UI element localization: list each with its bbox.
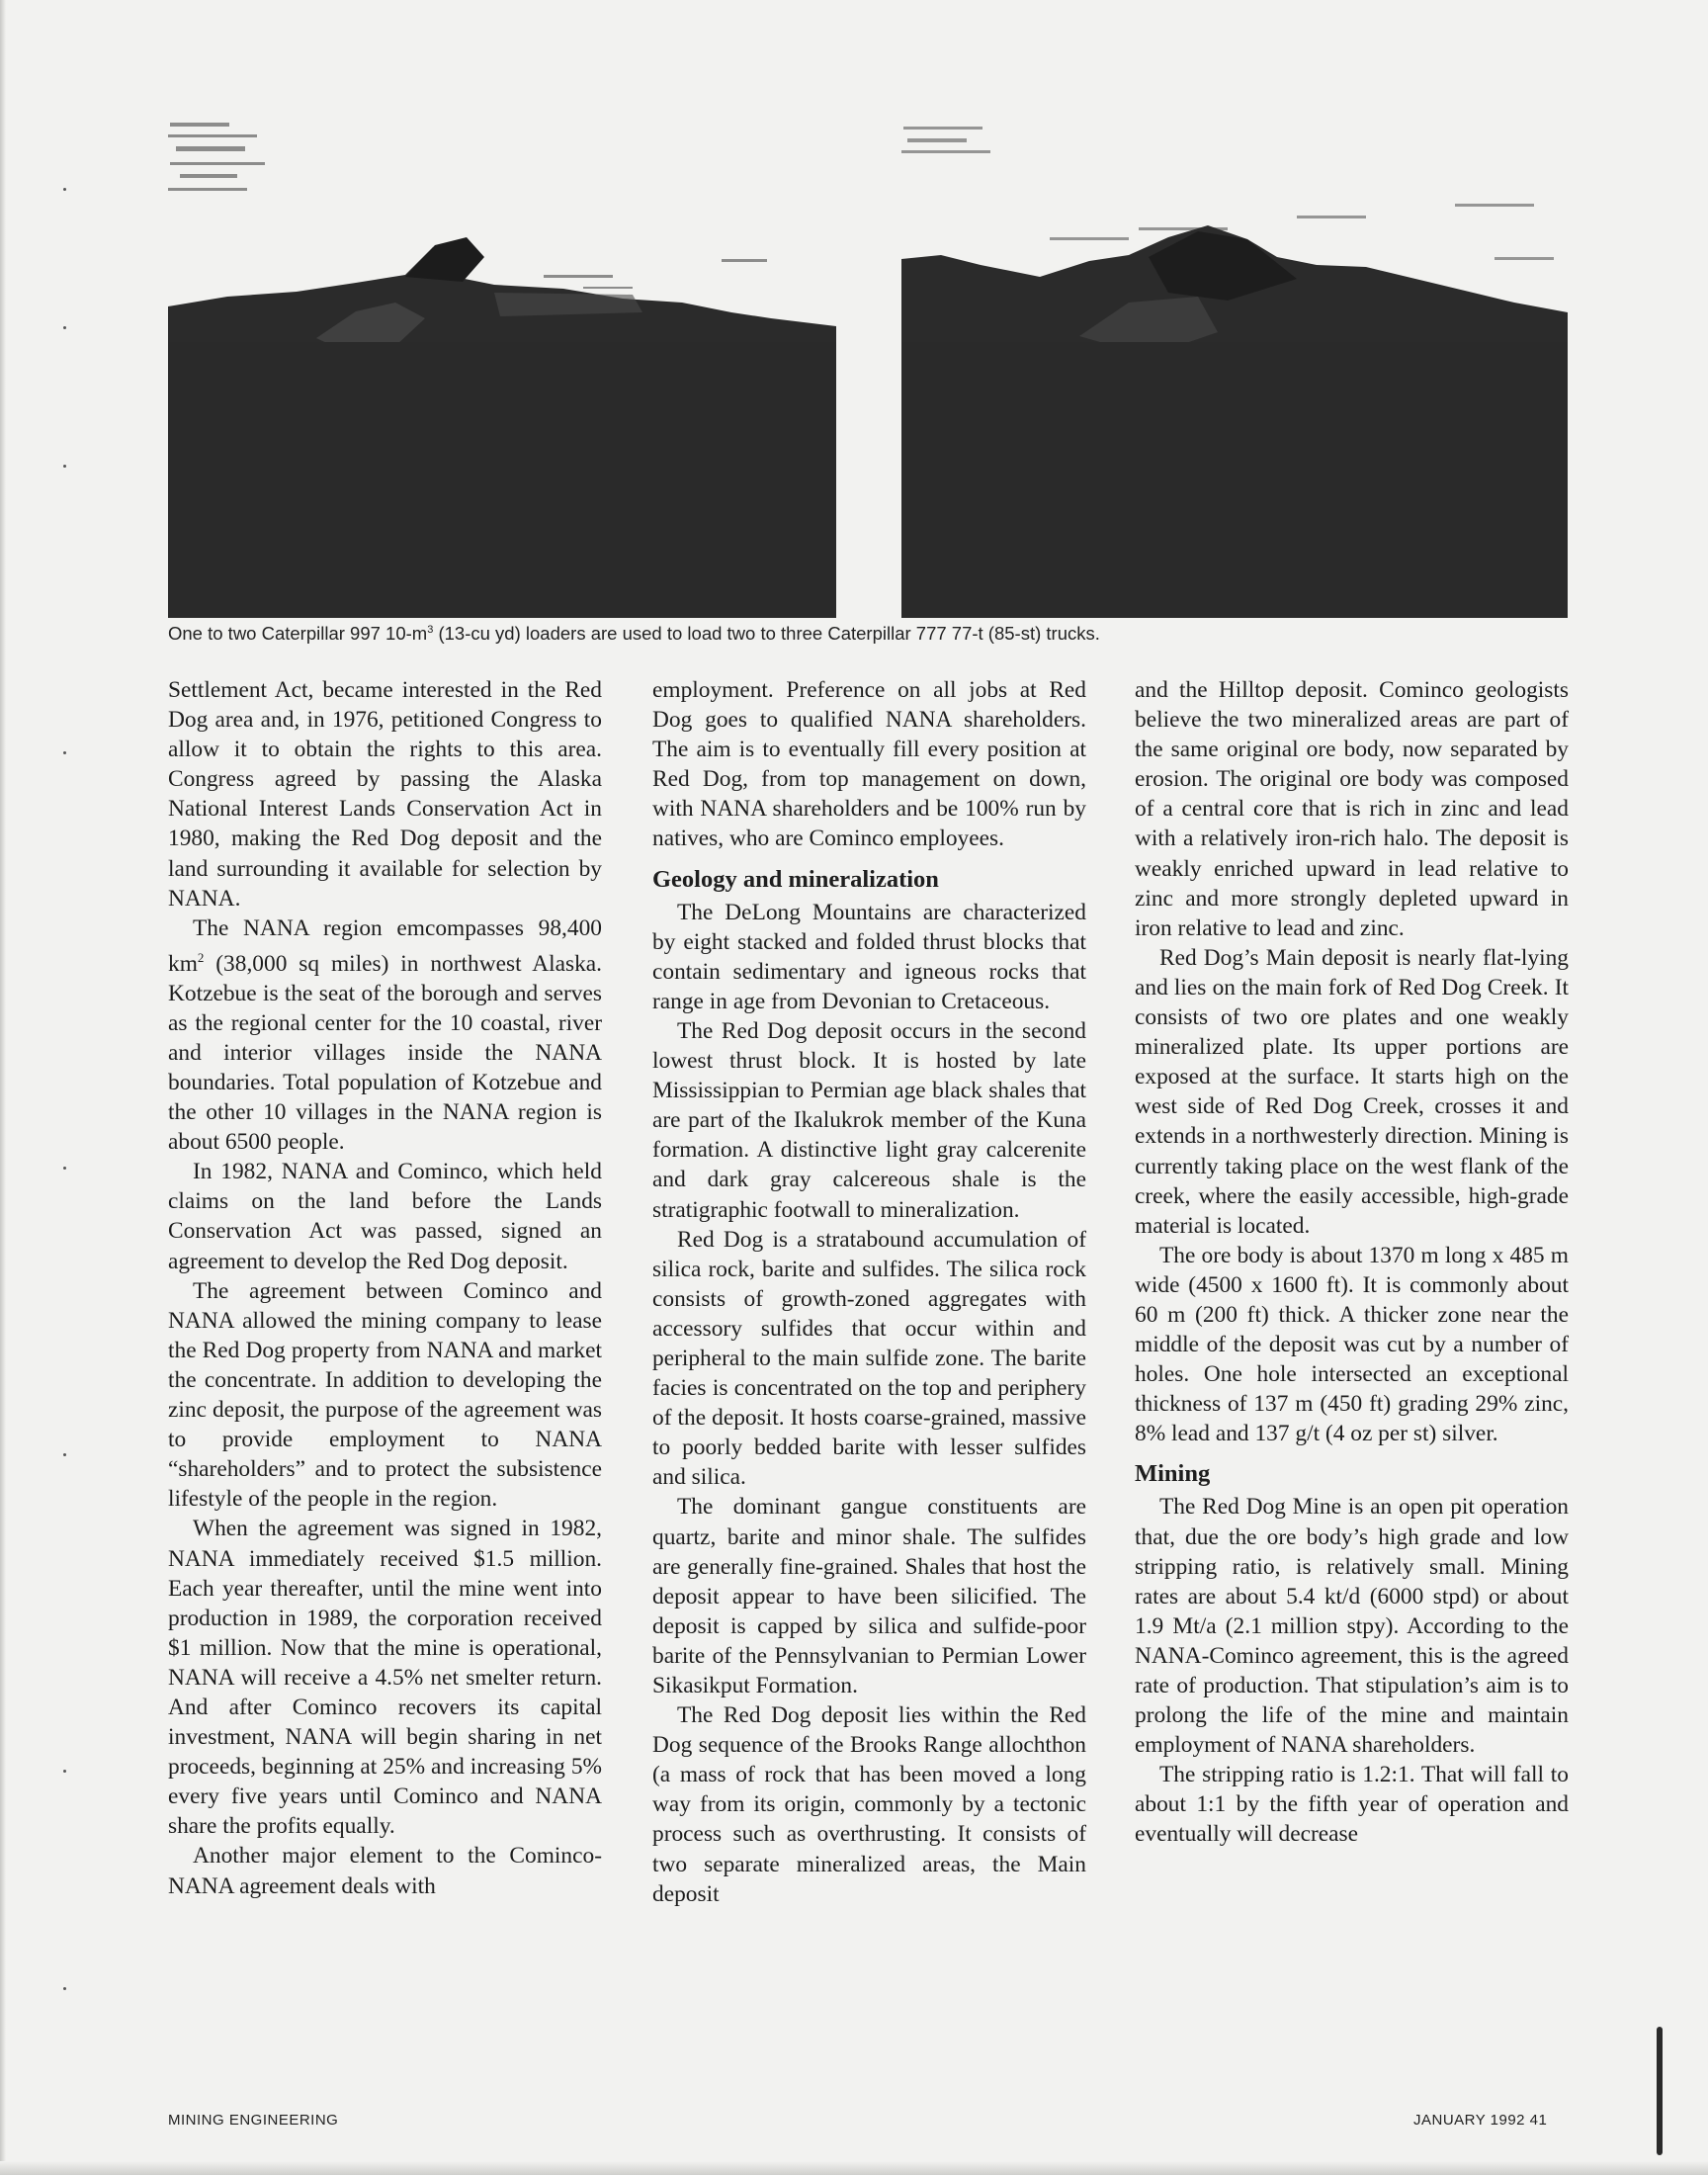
paragraph: Red Dog is a stratabound accumulation of silica rock, barite and sulfides. The silica rock consists of growth-zoned aggregates with accessory sulfides that occur within and peripheral to the main sulfide zone. The barite facies is concentrated on the top and periphery of the deposit. It hosts coarse-grained, massive to poorly bedded barite with lesser sulfides and silica. [652, 1226, 1086, 1491]
photo-truck [901, 109, 1568, 618]
paragraph: The ore body is about 1370 m long x 485 m wide (4500 x 1600 ft). It is commonly about 60 m (200 ft) thick. A thicker zone near the middle of the deposit was cut by a number of holes. One hole intersected an exceptional thickness of 137 m (450 ft) grading 29% zinc, 8% lead and 137 g/t (4 oz per st) silver. [1135, 1242, 1569, 1447]
caption-text: One to two Caterpillar 997 10-m [168, 623, 428, 644]
paragraph-text: The NANA region emcompasses 98,400 km [168, 914, 602, 977]
paragraph: The Red Dog Mine is an open pit operation that, due the ore body’s high grade and low stripping ratio, is relatively small. Mining rates are about 5.4 kt/d (6000 stpd) or about 1.9 Mt/a (2.1 million stpy). According to the NANA-Cominco agreement, this is the agreed rate of production. That stipulation’s aim is to prolong the life of the mine and maintain employment of NANA shareholders. [1135, 1494, 1569, 1759]
caption-superscript: 3 [427, 623, 434, 636]
paragraph: Another major element to the Cominco-NANA agreement deals with [168, 1843, 602, 1899]
scan-mark [1657, 2027, 1663, 2155]
section-heading: Mining [1135, 1460, 1211, 1488]
paragraph: The DeLong Mountains are characterized by eight stacked and folded thrust blocks that contain sedimentary and igneous rocks that range in age from Devonian to Cretaceous. [652, 899, 1086, 1014]
superscript: 2 [197, 949, 205, 965]
paragraph: The agreement between Cominco and NANA allowed the mining company to lease the Red Dog property from NANA and market the concentrate. In addition to developing the zinc deposit, the purpose of the agreement was to provide employment to NANA “shareholders” and to protect the subsistence lifestyle of the people in the region. [168, 1277, 602, 1513]
photo-caption [168, 623, 1552, 645]
paragraph: In 1982, NANA and Cominco, which held claims on the land before the Lands Conservation Act was passed, signed an agreement to develop the Red Dog deposit. [168, 1159, 602, 1274]
section-heading: Geology and mineralization [652, 865, 939, 893]
scan-speck [63, 188, 66, 191]
scan-speck [63, 465, 66, 468]
scan-speck [63, 1453, 66, 1456]
paragraph: The stripping ratio is 1.2:1. That will fall to about 1:1 by the fifth year of operation and eventually will decrease [1135, 1762, 1569, 1848]
paragraph: and the Hilltop deposit. Cominco geologists believe the two mineralized areas are part of the same original ore body, now separated by erosion. The original ore body was composed of a central core that is rich in zinc and lead with a relatively iron-rich halo. The deposit is weakly enriched upward in lead relative to zinc and more strongly depleted upward in iron relative to lead and zinc. [1135, 677, 1569, 941]
scan-speck [63, 1987, 66, 1990]
paragraph [168, 914, 602, 1158]
caption-text-continued: (13-cu yd) loaders are used to load two to three Caterpillar 777 77-t (85-st) trucks. [433, 623, 1100, 644]
scan-speck [63, 1167, 66, 1170]
paragraph: When the agreement was signed in 1982, NANA immediately received $1.5 million. Each year thereafter, until the mine went into production in 1989, the corporation received $1 million. Now that the mine is operational, NANA will receive a 4.5% net smelter return. And after Cominco recovers its capital investment, NANA will begin sharing in net proceeds, beginning at 25% and increasing 5% every five years until Cominco and NANA share the profits equally. [168, 1516, 602, 1840]
article-column-3 [1135, 675, 1569, 1850]
paragraph: Settlement Act, became interested in the Red Dog area and, in 1976, petitioned Congress to allow it to obtain the rights to this area. Congress agreed by passing the Alaska National Interest Lands Conservation Act in 1980, making the Red Dog deposit and the land surrounding it available for selection by NANA. [168, 677, 602, 912]
photo-loader [168, 109, 836, 618]
paragraph: employment. Preference on all jobs at Red Dog goes to qualified NANA shareholders. The aim is to eventually fill every position at Red Dog, from top management on down, with NANA shareholders and be 100% run by natives, who are Cominco employees. [652, 677, 1086, 852]
paragraph-text: (38,000 sq miles) in northwest Alaska. Kotzebue is the seat of the borough and serves as the regional center for the 10 coastal, river and interior villages inside the NANA boundaries. Total population of Kotzebue and the other 10 villages in the NANA region is about 6500 people. [168, 950, 602, 1156]
scan-speck [63, 326, 66, 329]
article-body [168, 675, 1569, 2089]
scan-left-edge [0, 0, 6, 2175]
paragraph: The Red Dog deposit lies within the Red Dog sequence of the Brooks Range allochthon (a mass of rock that has been moved a long way from its origin, commonly by a tectonic process such as overthrusting. It consists of two separate mineralized areas, the Main deposit [652, 1702, 1086, 1907]
photo-truck-image [901, 109, 1568, 618]
scan-bottom-edge [0, 2161, 1708, 2175]
scan-speck [63, 751, 66, 754]
scan-speck [63, 1770, 66, 1773]
footer-date-page: JANUARY 1992 41 [1413, 2112, 1548, 2129]
article-column-1 [168, 675, 602, 1901]
paragraph: Red Dog’s Main deposit is nearly flat-lying and lies on the main fork of Red Dog Creek. It consists of two ore plates and one weakly mineralized plate. Its upper portions are exposed at the surface. It starts high on the west side of Red Dog Creek, crosses it and extends in a northwesterly direction. Mining is currently taking place on the west flank of the creek, where the easily accessible, high-grade material is located. [1135, 944, 1569, 1239]
footer-publication: MINING ENGINEERING [168, 2112, 339, 2129]
paragraph: The Red Dog deposit occurs in the second lowest thrust block. It is hosted by late Mississippian to Permian age black shales that are part of the Ikalukrok member of the Kuna formation. A distinctive light gray calcerenite and dark gray calcereous shale is the stratigraphic footwall to mineralization. [652, 1017, 1086, 1223]
paragraph: The dominant gangue constituents are quartz, barite and minor shale. The sulfides are generally fine-grained. Shales that host the deposit appear to have been silicified. The deposit is capped by silica and sulfide-poor barite of the Pennsylvanian to Permian Lower Sikasikput Formation. [652, 1494, 1086, 1698]
article-column-2 [652, 675, 1086, 1909]
photo-loader-image [168, 109, 836, 618]
